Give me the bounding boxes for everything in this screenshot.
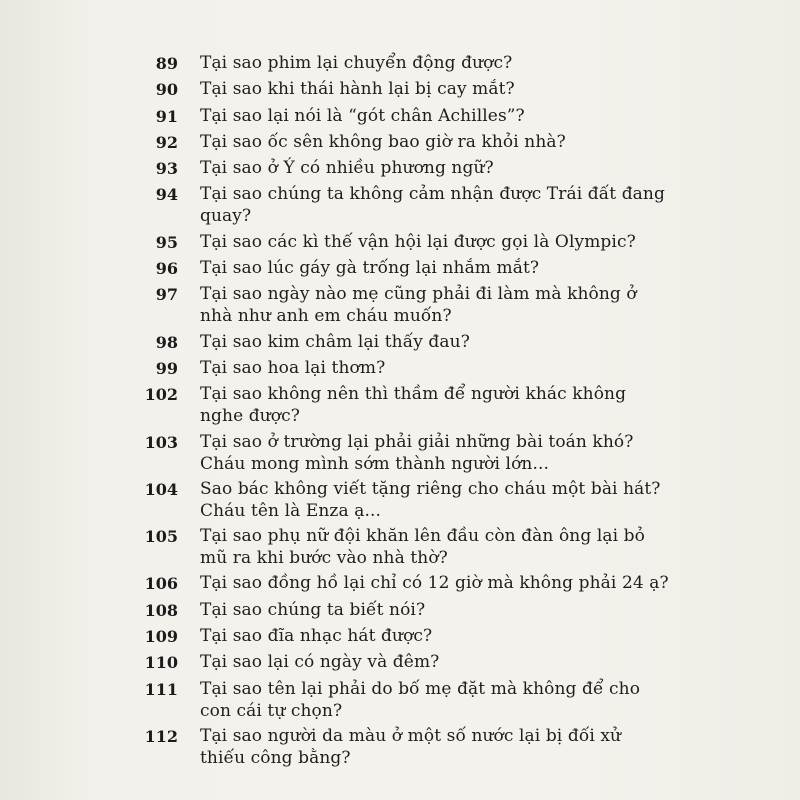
page-number: 93 [155,159,178,179]
entry-title: Sao bác không viết tặng riêng cho cháu một bài hát? Cháu tên là Enza ạ... [200,478,661,521]
entry-title: Tại sao ốc sên không bao giờ ra khỏi nhà? [200,131,566,152]
toc-entry [140,357,780,380]
entry-title: Tại sao lúc gáy gà trống lại nhắm mắt? [200,258,540,279]
toc-entry [140,131,780,154]
toc-entry [140,105,780,128]
page-number: 89 [155,54,178,73]
toc-entry [140,183,780,227]
entry-title: Tại sao chúng ta không cảm nhận được Trái đất đang quay? [200,184,665,227]
page-number: 98 [155,332,178,352]
page-number: 94 [155,185,178,205]
toc-entry [140,478,780,522]
page-number: 106 [144,574,178,594]
entry-title: Tại sao ngày nào mẹ cũng phải đi làm mà không ở nhà như anh em cháu muốn? [200,284,637,327]
toc-entry [140,52,780,75]
toc-entry [140,725,780,769]
entry-title: Tại sao lại nói là “gót chân Achilles”? [200,105,525,126]
entry-title: Tại sao người da màu ở một số nước lại bị đối xử thiếu công bằng? [200,725,622,768]
page-number: 108 [144,600,178,620]
entry-title: Tại sao phim lại chuyển động được? [200,53,513,73]
page-number: 90 [155,80,178,100]
entry-title: Tại sao tên lại phải do bố mẹ đặt mà không để cho con cái tự chọn? [200,678,641,721]
page-number: 105 [144,527,178,547]
toc-entry [140,599,780,622]
entry-title: Tại sao lại có ngày và đêm? [200,652,440,673]
toc-entry [140,431,780,475]
toc-entry [140,257,780,280]
page-number: 91 [155,106,178,126]
toc-entry [140,625,780,648]
page-number: 99 [155,358,178,378]
table-of-contents [140,52,780,772]
toc-entry [140,78,780,101]
toc-entry [140,383,780,427]
entry-title: Tại sao hoa lại thơm? [200,357,386,378]
page-number: 95 [155,232,178,252]
entry-title: Tại sao ở trường lại phải giải những bài toán khó? Cháu mong mình sớm thành người lớn... [200,431,634,474]
page-number: 109 [144,627,178,647]
page-number: 103 [144,432,178,452]
entry-title: Tại sao đĩa nhạc hát được? [200,626,433,647]
entry-title: Tại sao phụ nữ đội khăn lên đầu còn đàn ông lại bỏ mũ ra khi bước vào nhà thờ? [200,526,645,569]
entry-title: Tại sao chúng ta biết nói? [200,599,426,620]
entry-title: Tại sao ở Ý có nhiều phương ngữ? [200,158,494,179]
page-number: 111 [144,679,178,699]
entry-title: Tại sao không nên thì thầm để người khác không nghe được? [200,384,627,427]
page-number: 110 [144,653,178,673]
toc-entry [140,572,780,595]
entry-title: Tại sao kim châm lại thấy đau? [200,331,470,352]
toc-entry [140,678,780,722]
page-number: 97 [155,285,178,305]
entry-title: Tại sao các kì thế vận hội lại được gọi là Olympic? [200,231,636,252]
toc-entry [140,283,780,327]
page-number: 96 [155,259,178,279]
page-number: 102 [144,385,178,405]
page-number: 92 [155,132,178,152]
toc-entry [140,231,780,254]
page-number: 112 [144,726,178,746]
entry-title: Tại sao khi thái hành lại bị cay mắt? [200,79,515,100]
toc-entry [140,331,780,354]
entry-title: Tại sao đồng hồ lại chỉ có 12 giờ mà không phải 24 ạ? [200,573,669,594]
toc-entry [140,651,780,674]
page-number: 104 [144,479,178,499]
toc-entry [140,157,780,180]
toc-entry [140,525,780,569]
